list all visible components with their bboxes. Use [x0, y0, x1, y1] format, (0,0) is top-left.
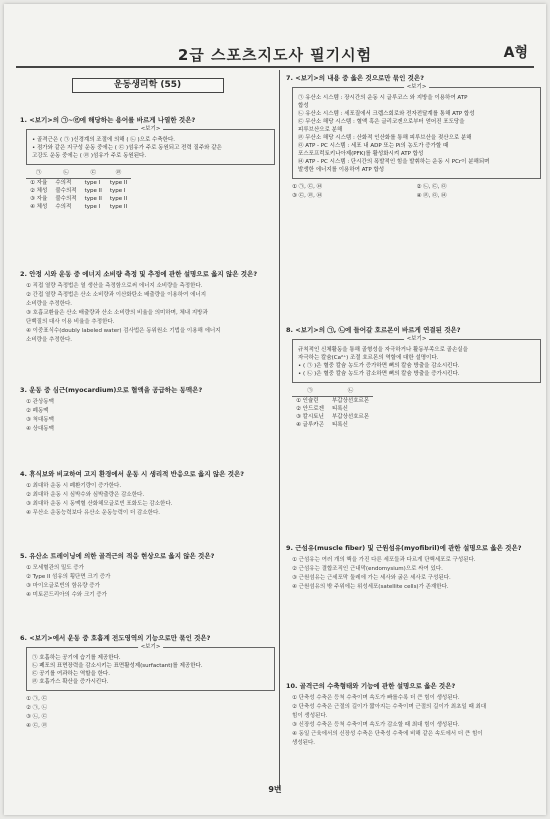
- answer-option-2[interactable]: [26, 187, 131, 195]
- exam-page: [4, 4, 546, 815]
- question-10: [286, 682, 541, 748]
- answer-option-3[interactable]: ③ ㉡, ㉢: [26, 714, 48, 720]
- cell: 티록신: [331, 422, 348, 428]
- table-header: ㉡: [328, 387, 373, 397]
- cell: 부갑상선호르몬: [331, 398, 370, 404]
- bogi-line: • 골격근은 ( ㉠ )신경계의 조절에 의해 ( ㉡ )으로 수축한다.: [32, 137, 176, 143]
- bogi-line: ㉡ 폐포의 표면장력을 감소시키는 표면활성제(surfactant)를 제공한다.: [32, 663, 203, 669]
- bogi-line: 자극하는 칼슘(Ca²⁺) 조절 호르몬의 역할에 대한 설명이다.: [298, 355, 439, 361]
- table-header: ㉠: [292, 387, 328, 397]
- question-text: 2. 안정 시와 운동 중 에너지 소비량 측정 및 추정에 관한 설명으로 옳지 않은 것은?: [20, 270, 258, 278]
- question-8: [286, 326, 541, 429]
- answer-option-4[interactable]: ④ 미토콘드리아의 수와 크기 증가: [26, 592, 107, 598]
- answer-option-4[interactable]: ④ ㉣, ㉤, ㉥: [416, 193, 447, 199]
- cell: type I: [84, 180, 101, 186]
- bogi-line: ㉢ 공기를 여과하는 역할을 한다.: [32, 671, 110, 677]
- exam-type: A형: [503, 45, 528, 61]
- answer-option-2[interactable]: ② 단축성 수축은 근절의 길이가 짧아지는 수축이며 근절의 길이가 최초일 때 최대: [292, 704, 487, 710]
- answer-option-3[interactable]: [292, 413, 373, 421]
- cell: type II: [109, 204, 128, 210]
- answer-table: [292, 387, 373, 429]
- bogi-line: • 점가와 같은 지구성 운동 중에는 ( ㉢ )섬유가 주로 동원되고 전력 질주와 같은: [32, 145, 222, 151]
- question-text: 6. <보기>에서 운동 중 호흡계 전도영역의 기능으로만 묶인 것은?: [20, 634, 211, 642]
- bogi-line: • ( ㉡ )은 혈중 칼슘 농도가 감소하면 뼈의 칼슘 방출을 증가시킨다.: [298, 371, 460, 377]
- answer-option-3[interactable]: ③ 근원섬유는 근세포막 둘레에 가는 세사와 굵은 세사로 구성된다.: [292, 575, 451, 581]
- bogi-line: ㉡ 유산소 시스템 : 세포질에서 크렙스회로와 전자전달계를 통해 ATP 합성: [298, 111, 475, 117]
- cell: ③ 자율: [30, 196, 48, 202]
- cell: ② 안드로겐: [296, 406, 324, 412]
- bogi-line: 피루브산으로 분해: [298, 127, 343, 133]
- answer-option-1[interactable]: ① 모세혈관의 밀도 증가: [26, 565, 84, 571]
- answer-option-2[interactable]: ② 폐동맥: [26, 408, 49, 414]
- answer-option-4[interactable]: ④ 상대동맥: [26, 426, 54, 432]
- question-text: 5. 유산소 트레이닝에 의한 골격근의 적응 현상으로 옳지 않은 것은?: [20, 552, 215, 560]
- question-text: 1. <보기>의 ㉠~㉣에 해당하는 용어를 바르게 나열한 것은?: [20, 116, 196, 124]
- table-header: ㉣: [106, 169, 131, 179]
- bogi-line: ㉠ 호흡하는 공기에 습기를 제공한다.: [32, 655, 121, 661]
- answer-option-2[interactable]: ② 최대하 운동 시 심박수와 심박출량은 감소한다.: [26, 492, 145, 498]
- question-text: 9. 근섬유(muscle fiber) 및 근원섬유(myofibril)에 관한 설명으로 옳은 것은?: [286, 544, 522, 552]
- answer-option-2[interactable]: ② ㉠, ㉡: [26, 705, 48, 711]
- page-number: 9번: [268, 785, 282, 794]
- answer-option-4[interactable]: ④ ㉢, ㉣: [26, 723, 48, 729]
- table-header: ㉠: [26, 169, 51, 179]
- left-column: [20, 74, 275, 729]
- question-text: 4. 휴식보와 비교하여 고지 환경에서 운동 시 생리적 반응으로 옳지 않은 것은?: [20, 470, 245, 478]
- cell: 불수의적: [55, 188, 77, 194]
- answer-option-1[interactable]: [292, 397, 373, 406]
- answer-option-continued: 소비량을 추정한다.: [26, 301, 73, 307]
- question-text: 8. <보기>의 ㉠, ㉡에 들어갈 호르몬이 바르게 연결된 것은?: [286, 326, 461, 334]
- bogi-line: 포스포프럭토키나아제(PFK)를 활성화시켜 ATP 합성: [298, 151, 424, 157]
- cell: 수의적: [55, 180, 72, 186]
- answer-option-4[interactable]: ④ 이중표식수(doubly labeled water) 검사법은 동위원소 기법을 이용해 에너지: [26, 328, 221, 334]
- question-9: [286, 544, 541, 592]
- bogi-label: <보기>: [404, 83, 430, 91]
- bogi-line: ㉤ ATP - PC 시스템 : 세포 내 ADP 또는 Pi의 농도가 증가할 때: [298, 143, 449, 149]
- cell: 수의적: [55, 204, 72, 210]
- exam-header: [16, 42, 534, 68]
- question-5: [20, 552, 275, 600]
- bogi-box: [292, 336, 541, 383]
- bogi-line: ㉥ ATP - PC 시스템 : 단시간의 폭발적인 힘을 발휘하는 운동 시 PCr이 분해되며: [298, 159, 490, 165]
- answer-option-3[interactable]: ③ 척대동맥: [26, 417, 54, 423]
- answer-option-continued: 생성된다.: [292, 740, 316, 746]
- question-6: [20, 634, 275, 731]
- exam-title: 2급 스포츠지도사 필기시험: [177, 46, 373, 64]
- answer-option-1[interactable]: ① 직접 열량 측정법은 열 생산을 측정함으로써 에너지 소비량을 측정한다.: [26, 283, 203, 289]
- bogi-box: [26, 644, 275, 691]
- table-header: ㉡: [51, 169, 80, 179]
- answer-table: [26, 169, 131, 211]
- bogi-line: 고강도 운동 중에는 ( ㉣ )섬유가 주로 동원된다.: [32, 153, 147, 159]
- cell: 티록신: [331, 406, 348, 412]
- answer-option-4[interactable]: ④ 동일 근육에서의 신장성 수축은 단축성 수축에 비해 같은 속도에서 더 큰 힘이: [292, 731, 483, 737]
- cell: type II: [109, 196, 128, 202]
- bogi-line: ㉣ 무산소 해당 시스템 : 산화적 인산화를 통해 피루브산을 젖산으로 분해: [298, 135, 472, 141]
- bogi-label: <보기>: [138, 125, 164, 133]
- bogi-line: 합성: [298, 103, 309, 109]
- answer-option-continued: 단백질의 대사 이용 비율을 추정한다.: [26, 319, 115, 325]
- bogi-label: <보기>: [404, 335, 430, 343]
- bogi-line: ㉠ 유산소 시스템 : 장시간의 운동 시 글루코스 와 지방을 이용하여 ATP: [298, 95, 468, 101]
- answer-option-2[interactable]: ② ㉡, ㉢, ㉤: [416, 184, 447, 190]
- answer-option-1[interactable]: ① ㉠, ㉢, ㉥: [292, 184, 323, 190]
- section-title: 운동생리학 (55): [72, 78, 224, 93]
- answer-option-continued: 힘이 생성된다.: [292, 713, 328, 719]
- question-4: [20, 470, 275, 518]
- answer-option-1[interactable]: ① 근섬유는 여러 개의 핵을 가진 다른 세포들과 다르게 단핵세포로 구성된다.: [292, 557, 476, 563]
- table-header: ㉢: [81, 169, 106, 179]
- cell: type II: [84, 196, 102, 202]
- answer-option-2[interactable]: ② 간접 열량 측정법은 산소 소비량과 이산화탄소 배출량을 이용하여 에너지: [26, 292, 207, 298]
- cell: ④ 글루카곤: [296, 422, 324, 428]
- answer-option-1[interactable]: ① 최대하 운동 시 폐환기량이 증가한다.: [26, 483, 122, 489]
- bogi-box: [292, 84, 541, 179]
- answer-option-3[interactable]: ③ ㉢, ㉣, ㉥: [292, 193, 323, 199]
- cell: ① 인슐린: [296, 398, 319, 404]
- cell: ② 체성: [30, 188, 48, 194]
- bogi-line: 발생한 에너지를 이용하여 ATP 합성: [298, 167, 385, 173]
- question-3: [20, 386, 275, 434]
- answer-option-3[interactable]: [26, 195, 131, 203]
- bogi-line: ㉣ 호흡가스 확산을 증가시킨다.: [32, 679, 109, 685]
- answer-option-2[interactable]: ② Type II 섬유의 횡단면 크기 증가: [26, 574, 111, 580]
- cell: ④ 체성: [30, 204, 48, 210]
- answer-option-4[interactable]: ④ 무산소 운동능력보다 유산소 운동능력이 더 감소한다.: [26, 510, 161, 516]
- answer-option-1[interactable]: ① ㉠, ㉢: [26, 696, 48, 702]
- answer-option-1[interactable]: [26, 179, 131, 188]
- answer-option-1[interactable]: ① 단축성 수축은 등척 수축이며 속도가 빠를수록 더 큰 힘이 생성된다.: [292, 695, 460, 701]
- answer-option-2[interactable]: [292, 405, 373, 413]
- question-2: [20, 270, 275, 345]
- answer-option-3[interactable]: ③ 마이오글로빈의 함유량 증가: [26, 583, 100, 589]
- question-1: [20, 116, 275, 211]
- question-text: 3. 운동 중 심근(myocardium)으로 혈액을 공급하는 동맥은?: [20, 386, 203, 394]
- question-text: 10. 골격근의 수축형태와 기능에 관한 설명으로 옳은 것은?: [286, 682, 456, 690]
- answer-option-continued: 소비량을 추정한다.: [26, 337, 73, 343]
- answer-option-1[interactable]: ① 관상동맥: [26, 399, 54, 405]
- bogi-line: ㉢ 무산소 해당 시스템 : 혈액 혹은 글리코겐으로부터 얻어진 포도당을: [298, 119, 465, 125]
- answer-grid: [286, 183, 541, 201]
- cell: type II: [109, 180, 128, 186]
- bogi-label: <보기>: [138, 643, 164, 651]
- bogi-box: [26, 126, 275, 165]
- column-divider: [279, 70, 280, 790]
- cell: type II: [84, 188, 102, 194]
- question-text: 7. <보기>의 내용 중 옳은 것으로만 묶인 것은?: [286, 74, 424, 82]
- cell: ① 자율: [30, 180, 48, 186]
- answer-option-3[interactable]: ③ 호흡교환율은 산소 배출량과 산소 소비량의 비율을 의미하며, 체내 지방과: [26, 310, 208, 316]
- cell: type I: [84, 204, 101, 210]
- cell: 부갑상선호르몬: [331, 414, 370, 420]
- answer-option-4[interactable]: [26, 203, 131, 211]
- bogi-line: 규칙적인 신체활동을 통해 골형성을 자극하거나 활동부족으로 골손실을: [298, 347, 468, 353]
- cell: ③ 칼시토닌: [296, 414, 324, 420]
- question-7: [286, 74, 541, 201]
- cell: type I: [109, 188, 126, 194]
- answer-option-2[interactable]: ② 근섬유는 결합조직인 근내막(endomysium)으로 싸여 있다.: [292, 566, 443, 572]
- cell: 불수의적: [55, 196, 77, 202]
- answer-option-3[interactable]: ③ 최대하 운동 시 동맥혈 산화헤모글로빈 포화도는 감소한다.: [26, 501, 173, 507]
- answer-option-3[interactable]: ③ 신장성 수축은 등척 수축이며 속도가 감소할 때 최대 힘이 생성된다.: [292, 722, 460, 728]
- bogi-line: • ( ㉠ )은 혈중 칼슘 농도가 증가하면 뼈의 칼슘 방출을 감소시킨다.: [298, 363, 460, 369]
- answer-option-4[interactable]: [292, 421, 373, 429]
- answer-option-4[interactable]: ④ 근원섬유의 밖 주위에는 위성세포(satellite cells)가 존재한다.: [292, 584, 449, 590]
